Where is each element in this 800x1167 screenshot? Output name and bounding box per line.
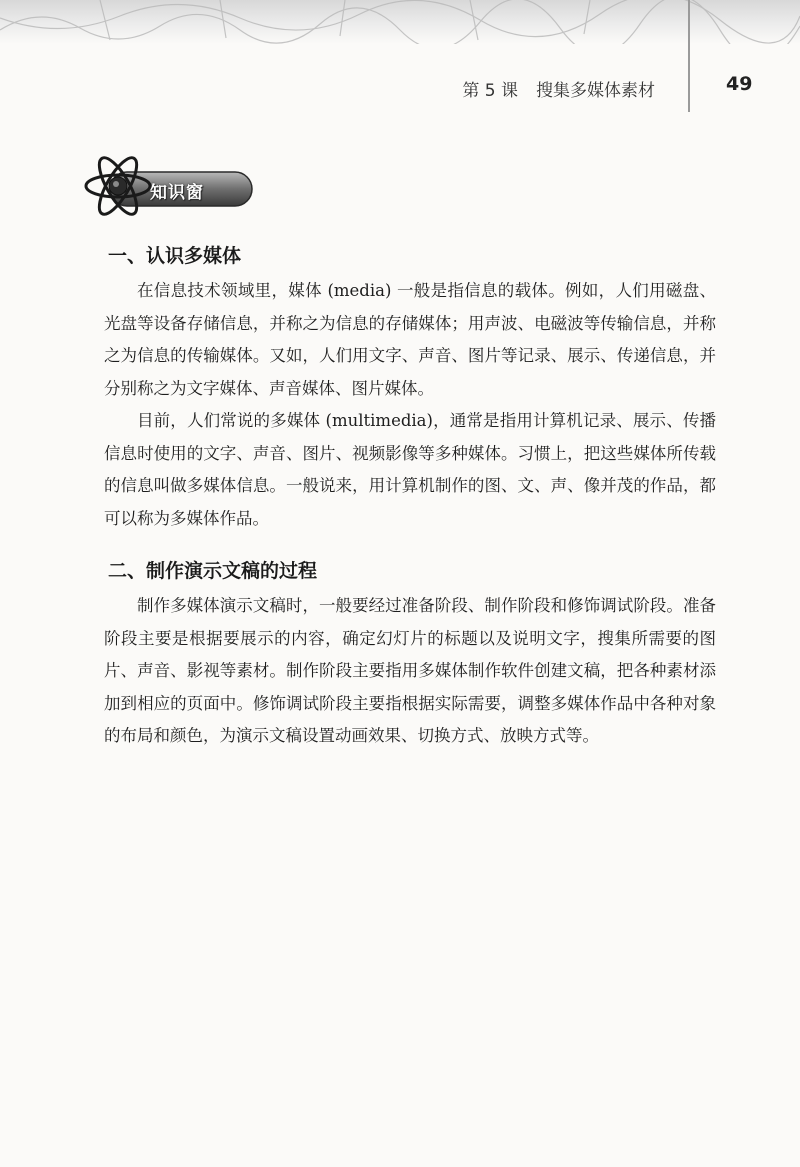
- lesson-number: 第 5 课: [462, 81, 518, 101]
- page-number: 49: [726, 73, 753, 95]
- section-1-paragraph-1: 在信息技术领域里，媒体 (media) 一般是指信息的载体。例如，人们用磁盘、光盘等设备存储信息，并称之为信息的存储媒体；用声波、电磁波等传输信息，并称之为信息的传输媒体。又如，人们用文字、声音、图片等记录、展示、传递信息，并分别称之为文字媒体、声音媒体、图片媒体。: [104, 281, 716, 398]
- section-2-paragraph-1: 制作多媒体演示文稿时，一般要经过准备阶段、制作阶段和修饰调试阶段。准备阶段主要是根据要展示的内容，确定幻灯片的标题以及说明文字，搜集所需要的图片、声音、影视等素材。制作阶段主要指用多媒体制作软件创建文稿，把各种素材添加到相应的页面中。修饰调试阶段主要指根据实际需要，调整多媒体作品中各种对象的布局和颜色，为演示文稿设置动画效果、切换方式、放映方式等。: [104, 596, 716, 745]
- header-pattern: [0, 0, 800, 44]
- section-1-paragraph-2: 目前，人们常说的多媒体 (multimedia)，通常是指用计算机记录、展示、传播信息时使用的文字、声音、图片、视频影像等多种媒体。习惯上，把这些媒体所传载的信息叫做多媒体信息。一般说来，用计算机制作的图、文、声、像并茂的作品，都可以称为多媒体作品。: [104, 411, 716, 528]
- section-heading-1: 一、认识多媒体: [108, 245, 242, 267]
- section-heading-2: 二、制作演示文稿的过程: [108, 560, 318, 582]
- running-header: [462, 76, 655, 101]
- badge-label: 知识窗: [150, 183, 204, 203]
- header-decoration-band: [0, 0, 800, 44]
- lesson-title: 搜集多媒体素材: [536, 81, 655, 101]
- header-divider: [688, 0, 690, 112]
